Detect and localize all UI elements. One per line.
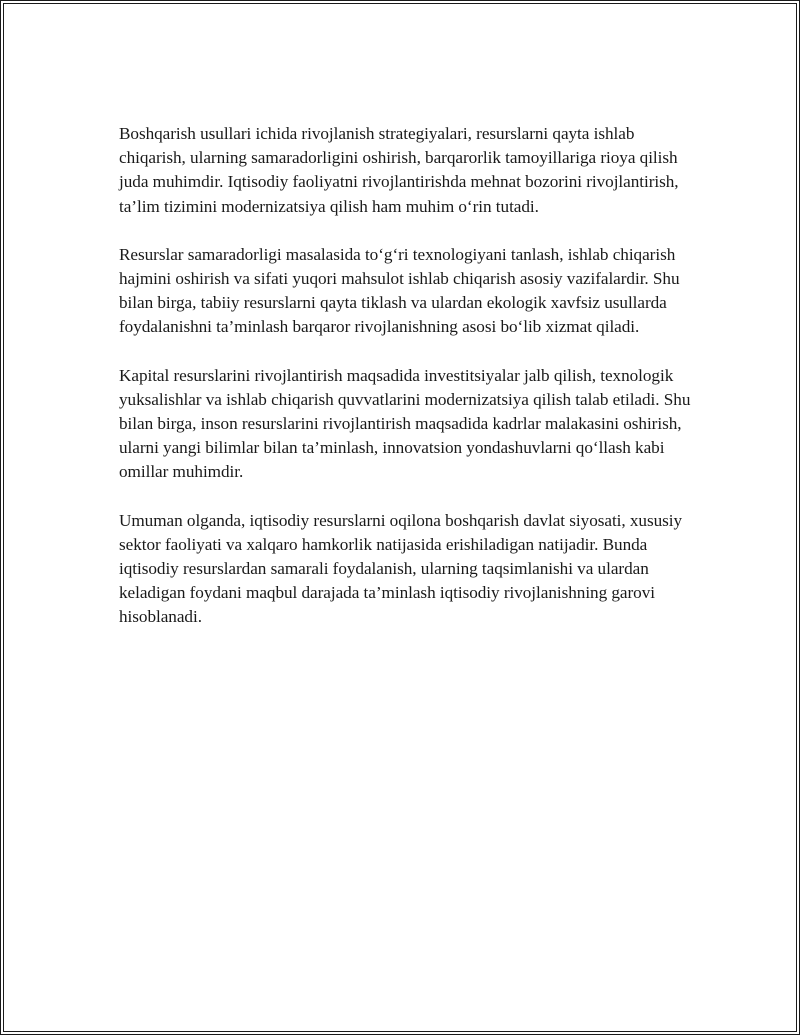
paragraph-3: Kapital resurslarini rivojlantirish maqsadida investitsiyalar jalb qilish, texnologik yuksalishlar va ishlab chiqarish quvvatlarini modernizatsiya qilish talab etiladi. Shu bilan birga, inson resurslarini rivojlantirish maqsadida kadrlar malakasini oshirish, ularni yangi bilimlar bilan ta’minlash, innovatsion yondashuvlarni qo‘llash kabi omillar muhimdir. <box>119 365 691 482</box>
paragraph-4: Umuman olganda, iqtisodiy resurslarni oqilona boshqarish davlat siyosati, xususiy sektor faoliyati va xalqaro hamkorlik natijasida erishiladigan natijadir. Bunda iqtisodiy resurslardan samarali foydalanish, ularning taqsimlanishi va ulardan keladigan foydani maqbul darajada ta’minlash iqtisodiy rivojlanishning garovi hisoblanadi. <box>119 510 683 627</box>
document-body <box>119 122 694 630</box>
paragraph-1: Boshqarish usullari ichida rivojlanish strategiyalari, resurslarni qayta ishlab chiqarish, ularning samaradorligini oshirish, barqarorlik tamoyillariga rioya qilish juda muhimdir. Iqtisodiy faoliyatni rivojlantirishda mehnat bozorini rivojlantirish, ta’lim tizimini modernizatsiya qilish ham muhim o‘rin tutadi. <box>119 124 679 216</box>
document-page <box>3 3 797 1032</box>
paragraph-2: Resurslar samaradorligi masalasida to‘g‘ri texnologiyani tanlash, ishlab chiqarish hajmini oshirish va sifati yuqori mahsulot ishlab chiqarish asosiy vazifalardir. Shu bilan birga, tabiiy resurslarni qayta tiklash va ulardan ekologik xavfsiz usullarda foydalanishni ta’minlash barqaror rivojlanishning asosi bo‘lib xizmat qiladi. <box>119 244 680 337</box>
